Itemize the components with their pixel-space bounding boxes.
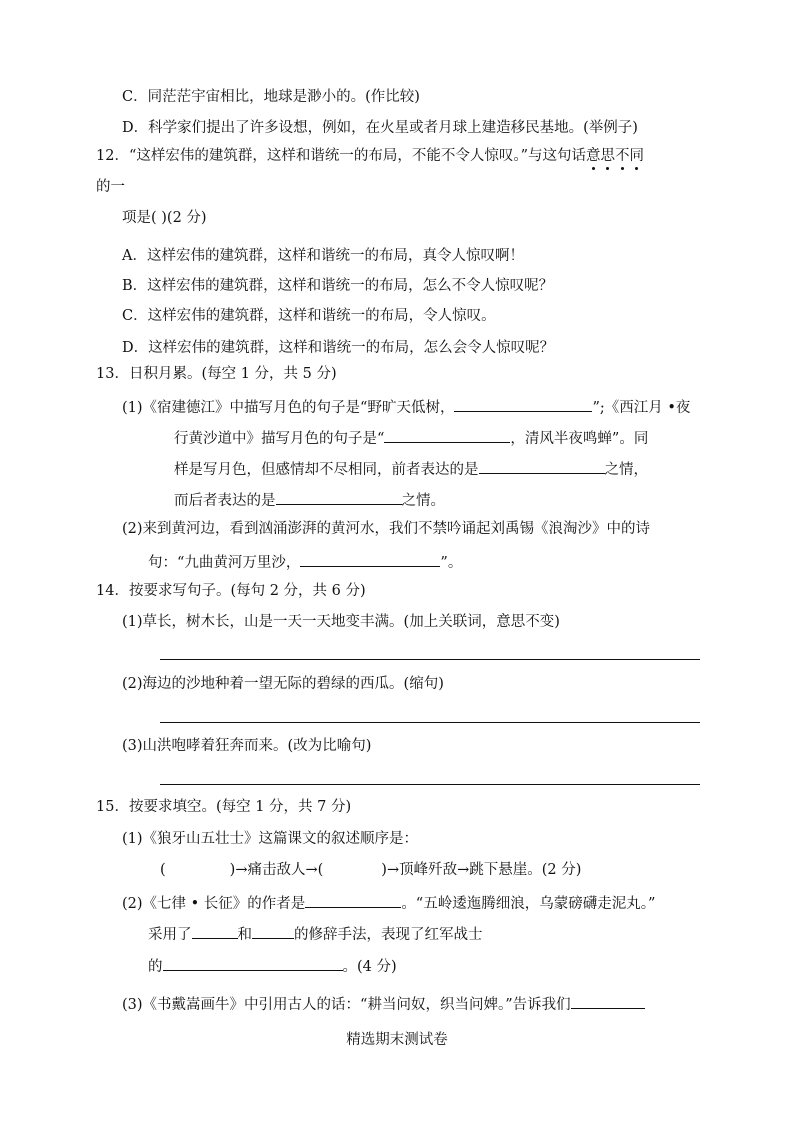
page-footer: 精选期末测试卷 [346,1032,448,1048]
q15-part1-line2 [160,860,581,880]
q13-part1-line4 [174,488,445,511]
q11-option-c: C．同茫茫宇宙相比，地球是渺小的。(作比较) [122,89,420,105]
text: ”。 [440,555,463,571]
text: 。“五岭逶迤腾细浪，乌蒙磅礴走泥丸。” [401,896,656,912]
answer-blank[interactable] [300,550,440,567]
q12-option-b: B．这样宏伟的建筑群，这样和谐统一的布局，怎么不令人惊叹呢？ [122,278,554,294]
q15-part1-line1: (1)《狼牙山五壮士》这篇课文的叙述顺序是： [122,831,419,847]
answer-blank[interactable] [192,922,238,939]
answer-line[interactable] [160,659,700,660]
q15-part3-line1 [122,992,645,1015]
text: 而后者表达的是 [174,493,276,509]
answer-blank[interactable] [571,992,645,1009]
answer-blank[interactable] [163,954,343,971]
text: ”;《西江月 •夜 [592,400,691,416]
text: ，清风半夜鸣蝉”。同 [510,431,649,447]
q12-stem [96,146,644,166]
q12-stem-wrap: 的一 [96,179,125,195]
text: 之情， [604,462,648,478]
answer-line[interactable] [160,784,700,785]
answer-blank[interactable] [252,922,294,939]
q13-part2-line1: (2)来到黄河边，看到汹涌澎湃的黄河水，我们不禁吟诵起刘禹锡《浪淘沙》中的诗 [122,521,651,537]
q14-part2: (2)海边的沙地种着一望无际的碧绿的西瓜。(缩句) [122,676,444,692]
answer-blank[interactable] [384,426,510,443]
text: (2)《七律 • 长征》的作者是 [122,896,306,912]
q15-stem: 15．按要求填空。(每空 1 分，共 7 分) [96,799,352,815]
text: 的 [148,959,163,975]
answer-blank[interactable] [276,488,402,505]
text: ( [160,862,166,878]
text: 句：“九曲黄河万里沙， [148,555,301,571]
q13-stem: 13．日积月累。(每空 1 分，共 5 分) [96,366,337,382]
q13-part1-line2 [174,426,648,449]
q12-stem-text: 12．“这样宏伟的建筑群，这样和谐统一的布局，不能不令人惊叹。”与这句话 [96,148,587,164]
q13-part1-line1 [122,395,690,418]
text: (3)《书戴嵩画牛》中引用古人的话：“耕当问奴，织当问婢。”告诉我们 [122,997,571,1013]
q13-part1-line3 [174,457,648,480]
q15-part2-line2 [148,922,483,945]
emphasis-char: 思 [600,148,616,164]
answer-blank[interactable] [454,395,592,412]
emphasis-char: 意 [586,148,601,164]
q15-part2-line3 [148,954,397,977]
q12-option-c: C．这样宏伟的建筑群，这样和谐统一的布局，令人惊叹。 [122,308,496,324]
text: 之情。 [401,493,445,509]
emphasis-char: 同 [629,148,645,164]
q12-option-d: D．这样宏伟的建筑群，这样和谐统一的布局，怎么会令人惊叹呢？ [122,340,555,356]
answer-blank[interactable] [305,891,401,908]
answer-line[interactable] [160,722,700,723]
answer-blank[interactable] [479,457,605,474]
text: (1)《宿建德江》中描写月色的句子是“野旷天低树， [122,400,455,416]
q14-part3: (3)山洪咆哮着狂奔而来。(改为比喻句) [122,738,372,754]
q14-stem: 14．按要求写句子。(每句 2 分，共 6 分) [96,583,366,599]
q11-option-d: D．科学家们提出了许多设想，例如，在火星或者月球上建造移民基地。(举例子) [122,120,638,136]
text: 的修辞手法，表现了红军战士 [294,927,483,943]
q12-option-a: A．这样宏伟的建筑群，这样和谐统一的布局，真令人惊叹啊！ [122,248,524,264]
text: 采用了 [148,927,192,943]
emphasis-char: 不 [615,148,630,164]
q12-stem-line3: 项是( )(2 分) [122,210,207,226]
text: )→痛击敌人→( [229,862,324,878]
text: 行黄沙道中》描写月色的句子是“ [174,431,385,447]
q13-part2-line2 [148,550,462,573]
q15-part2-line1 [122,891,655,914]
q14-part1: (1)草长，树木长，山是一天一天地变丰满。(加上关联词，意思不变) [122,614,560,630]
text: 。(4 分) [342,959,397,975]
text: 和 [237,927,252,943]
text: )→顶峰歼敌→跳下悬崖。(2 分) [381,862,582,878]
text: 样是写月色，但感情却不尽相同，前者表达的是 [174,462,479,478]
